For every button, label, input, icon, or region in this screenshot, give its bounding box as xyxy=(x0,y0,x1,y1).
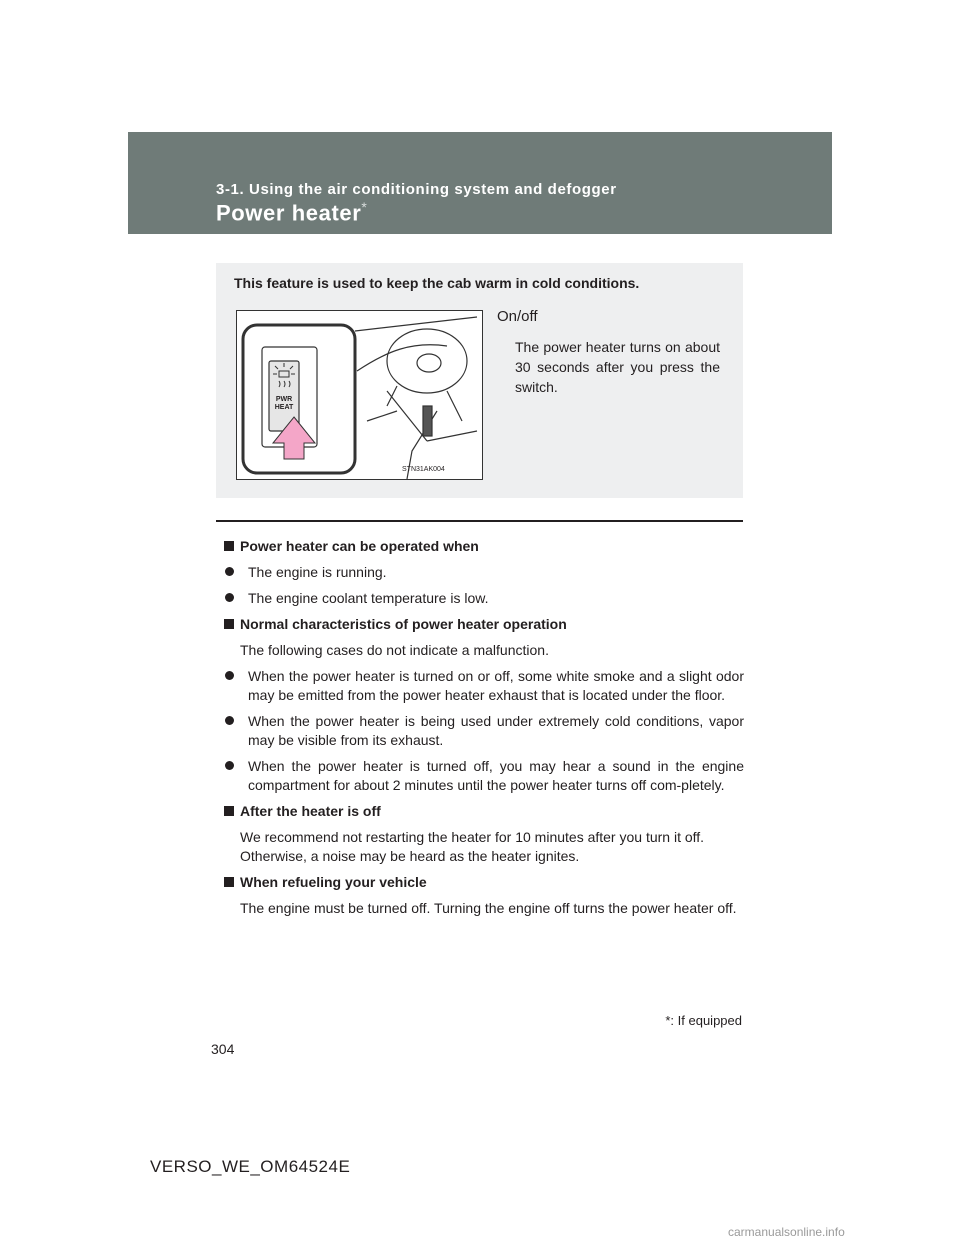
note-heading: Normal characteristics of power heater operation xyxy=(224,615,744,634)
notes-content xyxy=(224,537,744,918)
note-bullet: When the power heater is being used under extremely cold conditions, vapor may be visible from its exhaust. xyxy=(224,712,744,750)
note-bullet: When the power heater is turned on or off, some white smoke and a slight odor may be emitted from the power heater exhaust that is located under the floor. xyxy=(224,667,744,705)
on-off-description: The power heater turns on about 30 seconds after you press the switch. xyxy=(515,339,720,395)
note-text: The engine must be turned off. Turning the engine off turns the power heater off. xyxy=(240,900,737,916)
note-text: The following cases do not indicate a malfunction. xyxy=(240,642,549,658)
page-title-text: Power heater xyxy=(216,200,362,226)
page-title xyxy=(216,199,367,226)
note-bullet: When the power heater is turned off, you may hear a sound in the engine compartment for about 2 minutes until the power heater turns off com-pletely. xyxy=(224,757,744,795)
note-heading: When refueling your vehicle xyxy=(224,873,744,892)
watermark: carmanualsonline.info xyxy=(728,1225,845,1239)
on-off-label: On/off xyxy=(497,308,538,325)
section-divider xyxy=(216,520,743,522)
page-number: 304 xyxy=(211,1041,235,1057)
note-bullet: The engine is running. xyxy=(224,563,744,582)
power-heater-switch-illustration xyxy=(236,310,483,480)
dashboard-drawing xyxy=(237,311,482,479)
document-id: VERSO_WE_OM64524E xyxy=(150,1157,351,1176)
equipped-mark: * xyxy=(361,199,368,215)
switch-label-heat: HEAT xyxy=(274,404,294,411)
switch-label-pwr: PWR xyxy=(275,396,293,403)
note-bullet: The engine coolant temperature is low. xyxy=(224,589,744,608)
section-title: 3-1. Using the air conditioning system and defogger xyxy=(216,181,617,198)
note-text: We recommend not restarting the heater for 10 minutes after you turn it off. Otherwise, a noise may be heard as the heater ignites. xyxy=(240,829,705,864)
note-heading: After the heater is off xyxy=(224,802,744,821)
illustration-code: STN31AK004 xyxy=(402,466,445,473)
note-heading: Power heater can be operated when xyxy=(224,537,744,556)
footnote-if-equipped: *: If equipped xyxy=(665,1013,742,1028)
feature-intro: This feature is used to keep the cab warm in cold conditions. xyxy=(234,275,640,291)
